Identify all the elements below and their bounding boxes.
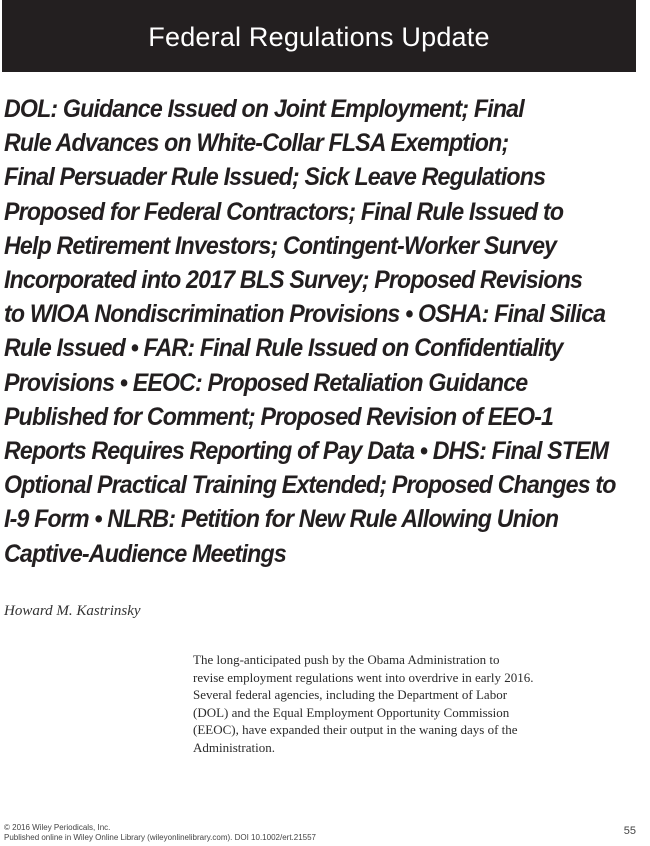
- abstract-line: Administration.: [193, 739, 275, 755]
- headline-line: Optional Practical Training Extended; Proposed Changes to: [4, 471, 616, 500]
- headline-line: Published for Comment; Proposed Revision of EEO-1: [4, 402, 554, 431]
- headline-line: I-9 Form • NLRB: Petition for New Rule Allowing Union: [4, 505, 559, 534]
- abstract-line: revise employment regulations went into overdrive in early 2016.: [193, 669, 534, 685]
- author-name: Howard M. Kastrinsky: [4, 603, 141, 619]
- abstract-line: (DOL) and the Equal Employment Opportunity Commission: [193, 704, 510, 720]
- headline-line: DOL: Guidance Issued on Joint Employment; Final: [4, 95, 524, 123]
- headline-line: Provisions • EEOC: Proposed Retaliation Guidance: [4, 368, 528, 397]
- abstract-line: (EEOC), have expanded their output in the waning days of the: [193, 722, 518, 738]
- headline-line: Incorporated into 2017 BLS Survey; Proposed Revisions: [4, 266, 583, 295]
- publication-info: Published online in Wiley Online Library (wileyonlinelibrary.com). DOI 10.1002/ert.21557: [4, 833, 317, 842]
- headline-line: Help Retirement Investors; Contingent-Worker Survey: [4, 231, 557, 260]
- headline-line: Proposed for Federal Contractors; Final Rule Issued to: [4, 197, 564, 226]
- headline-line: Rule Advances on White-Collar FLSA Exemption;: [4, 129, 509, 158]
- abstract-line: The long-anticipated push by the Obama Administration to: [193, 652, 500, 667]
- headline-line: Final Persuader Rule Issued; Sick Leave Regulations: [4, 163, 546, 192]
- section-banner: [2, 0, 636, 72]
- article-abstract: [193, 651, 639, 757]
- headline-line: Rule Issued • FAR: Final Rule Issued on Confidentiality: [4, 334, 563, 363]
- headline-line: Reports Requires Reporting of Pay Data • DHS: Final STEM: [4, 437, 609, 466]
- page-number: 55: [623, 825, 636, 837]
- abstract-line: Several federal agencies, including the Department of Labor: [193, 687, 508, 703]
- section-title: Federal Regulations Update: [148, 21, 490, 52]
- headline-line: Captive-Audience Meetings: [4, 539, 286, 568]
- page-footer: [4, 823, 316, 843]
- copyright-notice: © 2016 Wiley Periodicals, Inc.: [4, 823, 111, 832]
- headline-line: to WIOA Nondiscrimination Provisions • OSHA: Final Silica: [4, 300, 606, 329]
- article-headline: [4, 92, 616, 571]
